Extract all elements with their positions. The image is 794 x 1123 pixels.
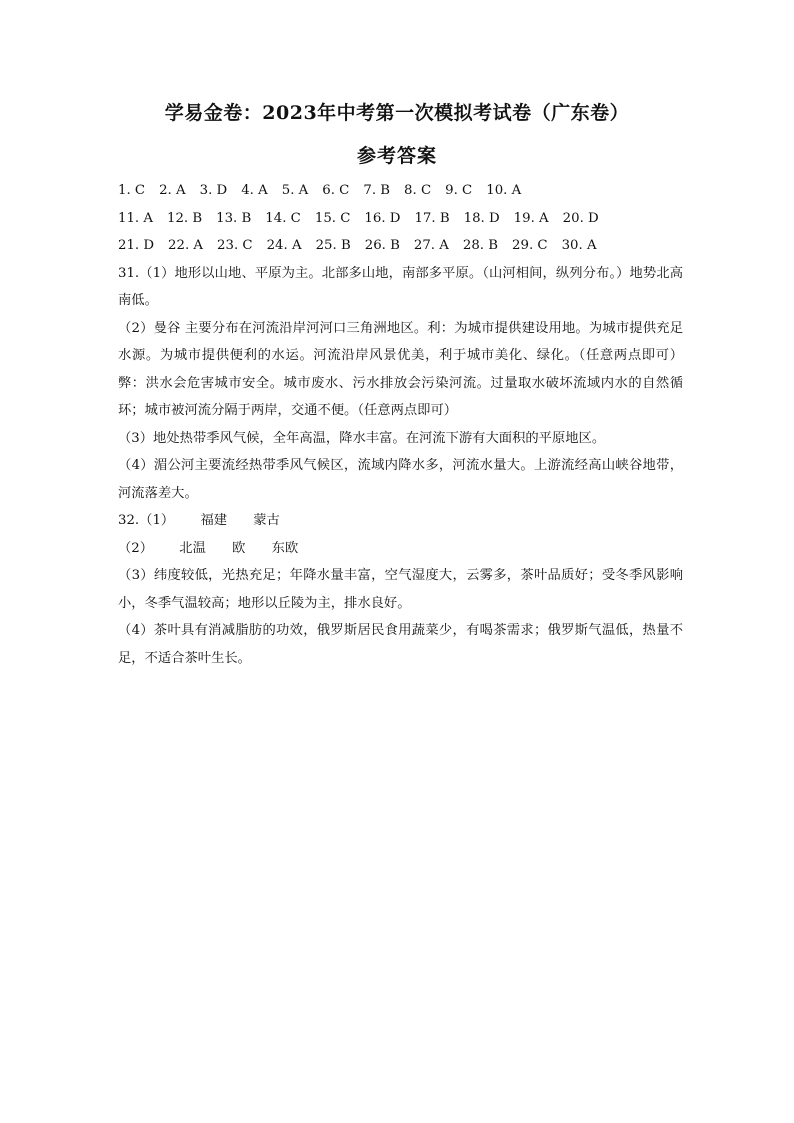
q32-part4: （4）茶叶具有消减脂肪的功效，俄罗斯居民食用蔬菜少，有喝茶需求；俄罗斯气温低，热量不足，不适合茶叶生长。 bbox=[118, 623, 683, 666]
mc-answer: 6. C bbox=[322, 183, 350, 198]
mc-answer: 23. C bbox=[217, 238, 253, 253]
mc-answer: 25. B bbox=[315, 238, 351, 253]
mc-answer: 24. A bbox=[266, 238, 302, 253]
q31-part4: （4）湄公河主要流经热带季风气候区，流域内降水多，河流水量大。上游流经高山峡谷地带，河流落差大。 bbox=[118, 458, 683, 501]
q32-part2-answer-a: 北温 bbox=[179, 540, 206, 556]
q32-part2-answer-c: 东欧 bbox=[271, 540, 299, 556]
mc-answer: 10. A bbox=[486, 183, 522, 198]
mc-answer: 26. B bbox=[364, 238, 400, 253]
mc-answer-row-3 bbox=[118, 232, 683, 260]
mc-answer: 13. B bbox=[216, 210, 252, 226]
mc-answer: 27. A bbox=[413, 238, 449, 253]
q32-part1-answer-a: 福建 bbox=[200, 513, 228, 528]
mc-answer: 4. A bbox=[241, 183, 268, 198]
mc-answer-row-1 bbox=[118, 177, 683, 205]
mc-answer: 9. C bbox=[445, 183, 473, 198]
q32-part1-label: 32.（1） bbox=[118, 513, 175, 528]
q31-part3: （3）地处热带季风气候，全年高温，降水丰富。在河流下游有大面积的平原地区。 bbox=[118, 430, 606, 446]
mc-answer: 29. C bbox=[512, 238, 548, 253]
mc-answer: 20. D bbox=[562, 210, 599, 226]
mc-answer: 5. A bbox=[281, 183, 309, 198]
document-title: 学易金卷：2023年中考第一次模拟考试卷（广东卷） bbox=[164, 102, 630, 124]
mc-answer: 2. A bbox=[159, 183, 186, 198]
mc-answer: 19. A bbox=[513, 210, 549, 226]
mc-answer: 16. D bbox=[364, 210, 401, 226]
q32-part1-answer-b: 蒙古 bbox=[253, 513, 280, 528]
q32-part2-answer-b: 欧 bbox=[232, 540, 246, 556]
mc-answer: 17. B bbox=[414, 210, 450, 226]
q32-part2-label: （2） bbox=[118, 540, 154, 556]
q31-part2: （2）曼谷 主要分布在河流沿岸河河口三角洲地区。利：为城市提供建设用地。为城市提供充足水源。为城市提供便利的水运。河流沿岸风景优美，利于城市美化、绿化。（任意两点即可）弊：洪水会危害城市安全。城市废水、污水排放会污染河流。过量取水破坏流域内水的自然循环；城市被河流分隔于两岸，交通不便。（任意两点即可） bbox=[118, 320, 683, 418]
mc-answer-row-2 bbox=[118, 205, 683, 233]
q32-part1 bbox=[118, 507, 683, 535]
document-subtitle: 参考答案 bbox=[356, 145, 437, 167]
mc-answer: 8. C bbox=[404, 183, 432, 198]
mc-answer: 30. A bbox=[561, 238, 597, 253]
mc-answer: 3. D bbox=[199, 183, 228, 198]
answer-content bbox=[118, 177, 683, 672]
mc-answer: 7. B bbox=[363, 183, 391, 198]
mc-answer: 21. D bbox=[118, 238, 155, 253]
q32-part2 bbox=[118, 535, 683, 563]
mc-answer: 22. A bbox=[168, 238, 204, 253]
mc-answer: 15. C bbox=[314, 210, 351, 226]
mc-answer: 12. B bbox=[166, 210, 203, 226]
mc-answer: 14. C bbox=[265, 210, 301, 226]
q31-part1: 31.（1）地形以山地、平原为主。北部多山地，南部多平原。（山河相间，纵列分布。）地势北高南低。 bbox=[118, 265, 683, 308]
q32-part3: （3）纬度较低，光热充足；年降水量丰富，空气湿度大，云雾多，茶叶品质好；受冬季风影响小，冬季气温较高；地形以丘陵为主，排水良好。 bbox=[118, 568, 683, 611]
mc-answer: 1. C bbox=[118, 183, 146, 198]
mc-answer: 11. A bbox=[118, 210, 153, 226]
mc-answer: 18. D bbox=[463, 210, 500, 226]
mc-answer: 28. B bbox=[462, 238, 499, 253]
